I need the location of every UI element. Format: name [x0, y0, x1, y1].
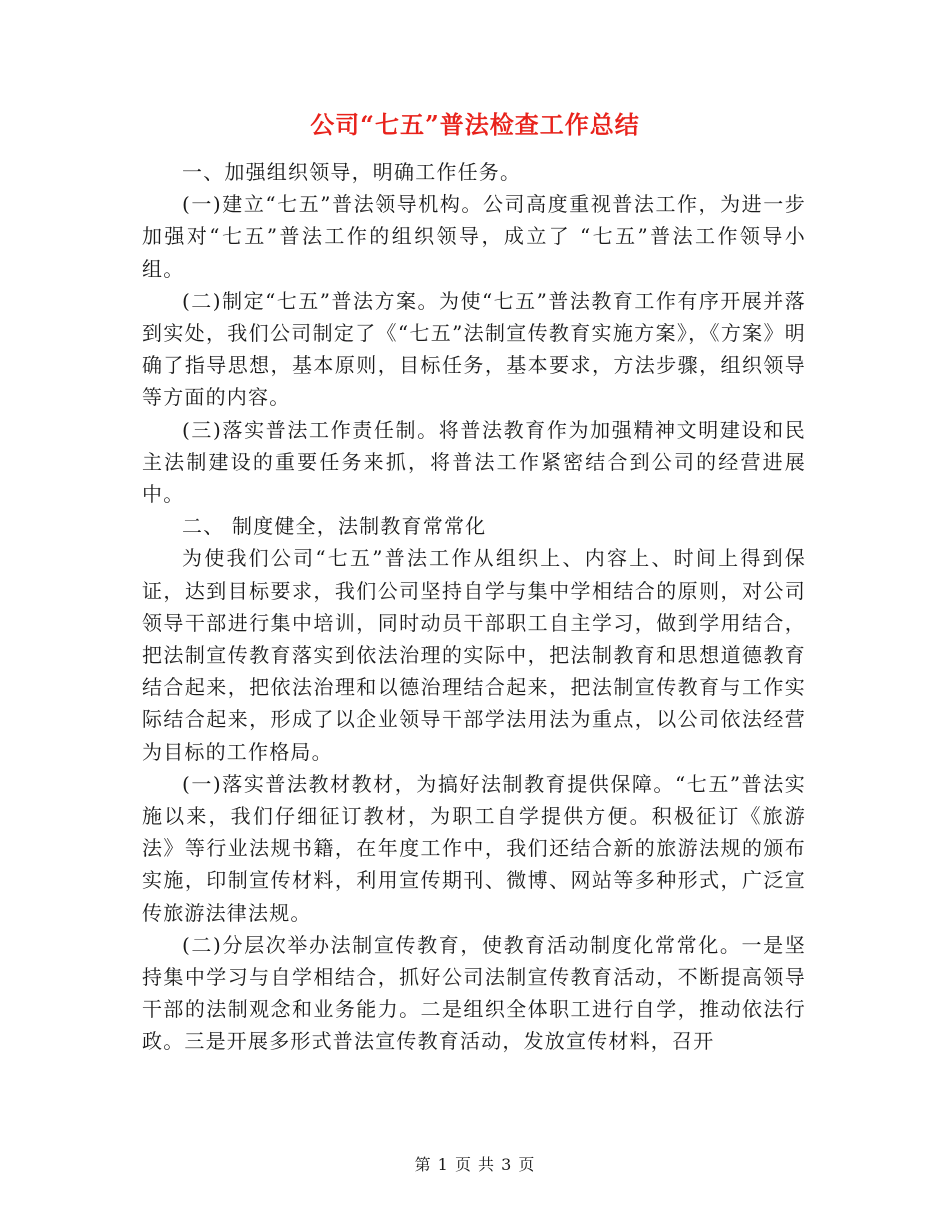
- page-number-footer: 第 1 页 共 3 页: [414, 1155, 536, 1174]
- section-heading-1: 一、加强组织领导，明确工作任务。: [182, 160, 522, 184]
- paragraph-2-intro: 为使我们公司“七五”普法工作从组织上、内容上、时间上得到保证，达到目标要求，我们公司坚持自学与集中学相结合的原则，对公司领导干部进行集中培训，同时动员干部职工自主学习，做到学用结合，把法制宣传教育落实到依法治理的实际中，把法制教育和思想道德教育结合起来，把依法治理和以德治理结合起来，把法制宣传教育与工作实际结合起来，形成了以企业领导干部学法用法为重点，以公司依法经营为目标的工作格局。: [142, 546, 806, 764]
- section-heading-2: 二、 制度健全，法制教育常常化: [182, 514, 487, 539]
- document-body: [142, 156, 806, 1058]
- paragraph-1-1: (一)建立“七五”普法领导机构。公司高度重视普法工作，为进一步加强对“七五”普法工作的组织领导，成立了 “七五”普法工作领导小组。: [142, 192, 806, 281]
- paragraph-2-1: (一)落实普法教材教材，为搞好法制教育提供保障。“七五”普法实施以来，我们仔细征订教材，为职工自学提供方便。积极征订《旅游法》等行业法规书籍，在年度工作中，我们还结合新的旅游法规的颁布实施，印制宣传材料，利用宣传期刊、微博、网站等多种形式，广泛宣传旅游法律法规。: [142, 771, 806, 925]
- paragraph-1-3: (三)落实普法工作责任制。将普法教育作为加强精神文明建设和民主法制建设的重要任务来抓，将普法工作紧密结合到公司的经营进展中。: [142, 417, 806, 507]
- paragraph-2-2: (二)分层次举办法制宣传教育，使教育活动制度化常常化。一是坚持集中学习与自学相结合，抓好公司法制宣传教育活动，不断提高领导干部的法制观念和业务能力。二是组织全体职工进行自学，推动依法行政。三是开展多形式普法宣传教育活动，发放宣传材料，召开: [142, 932, 806, 1054]
- paragraph-1-2: (二)制定“七五”普法方案。为使“七五”普法教育工作有序开展并落到实处，我们公司制定了《“七五”法制宣传教育实施方案》，《方案》明确了指导思想，基本原则，目标任务，基本要求，方法步骤，组织领导等方面的内容。: [142, 288, 806, 410]
- document-title: 公司“七五”普法检查工作总结: [310, 110, 640, 139]
